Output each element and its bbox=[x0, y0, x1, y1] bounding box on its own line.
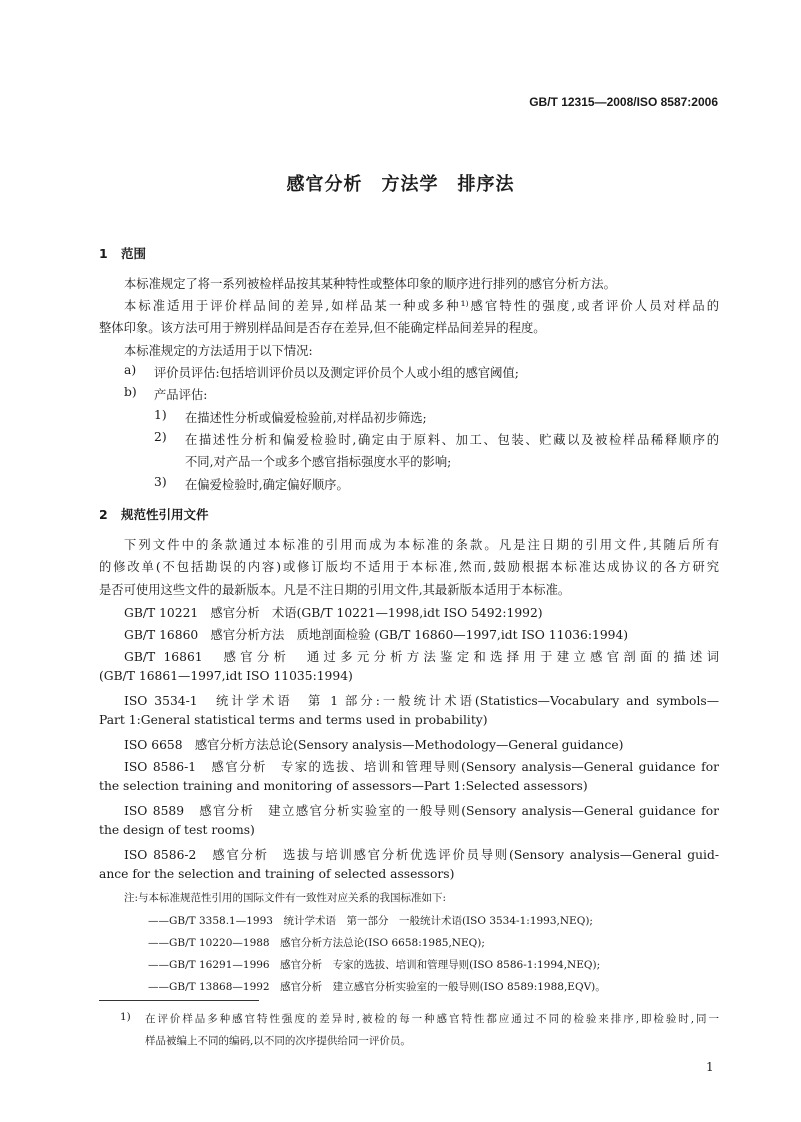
reference-entry: GB/T 16860 感官分析方法 质地剖面检验 (GB/T 16860—1997,idt ISO 11036:1994) bbox=[124, 628, 629, 642]
sublist-item-3: 在偏爱检验时,确定偏好顺序。 bbox=[185, 478, 349, 492]
section-2-heading bbox=[99, 505, 209, 523]
section-2-number: 2 bbox=[99, 507, 108, 522]
paragraph-line: 本标准适用于评价样品间的差异,如样品某一种或多种¹⁾感官特性的强度,或者评价人员对样品的 bbox=[124, 299, 719, 313]
sublist-marker-2: 2) bbox=[154, 430, 167, 444]
reference-entry: ISO 8589 感官分析 建立感官分析实验室的一般导则(Sensory analysis—General guidance for bbox=[124, 804, 719, 818]
page-number: 1 bbox=[706, 1060, 714, 1074]
section-1-heading bbox=[99, 244, 146, 262]
reference-entry: ISO 8586-1 感官分析 专家的选拔、培训和管理导则(Sensory analysis—General guidance for bbox=[124, 760, 719, 774]
sublist-marker-1: 1) bbox=[154, 408, 167, 422]
note bbox=[124, 890, 446, 905]
sublist-marker-3: 3) bbox=[154, 475, 167, 489]
section-1-title: 范围 bbox=[121, 246, 147, 261]
paragraph-line: 本标准规定了将一系列被检样品按其某种特性或整体印象的顺序进行排列的感官分析方法。 bbox=[124, 277, 616, 291]
reference-entry-continued: (GB/T 16861—1997,idt ISO 11035:1994) bbox=[99, 669, 353, 683]
paragraph-line: 本标准规定的方法适用于以下情况: bbox=[124, 344, 313, 358]
reference-entry: ISO 6658 感官分析方法总论(Sensory analysis—Methodology—General guidance) bbox=[124, 738, 624, 752]
note-item: ——GB/T 10220—1988 感官分析方法总论(ISO 6658:1985,NEQ); bbox=[148, 937, 485, 949]
note-item: ——GB/T 13868—1992 感官分析 建立感官分析实验室的一般导则(ISO 8589:1988,EQV)。 bbox=[148, 981, 606, 993]
reference-entry: ISO 8586-2 感官分析 选拔与培训感官分析优选评价员导则(Sensory analysis—General guid- bbox=[124, 848, 719, 862]
sublist-item-2-line-2: 不同,对产品一个或多个感官指标强度水平的影响; bbox=[185, 455, 452, 469]
note-text: 与本标准规范性引用的国际文件有一致性对应关系的我国标准如下: bbox=[138, 892, 447, 904]
reference-entry: ISO 3534-1 统计学术语 第 1 部分:一般统计术语(Statistics—Vocabulary and symbols— bbox=[124, 694, 719, 708]
paragraph-line: 整体印象。该方法可用于辨别样品间是否存在差异,但不能确定样品间差异的程度。 bbox=[99, 321, 546, 335]
reference-entry: GB/T 10221 感官分析 术语(GB/T 10221—1998,idt ISO 5492:1992) bbox=[124, 606, 543, 620]
section-2-title: 规范性引用文件 bbox=[121, 507, 209, 522]
reference-entry-continued: the design of test rooms) bbox=[99, 823, 255, 837]
sublist-item-1: 在描述性分析或偏爱检验前,对样品初步筛选; bbox=[185, 411, 427, 425]
sublist-item-2-line-1: 在描述性分析和偏爱检验时,确定由于原料、加工、包装、贮藏以及被检样品稀释顺序的 bbox=[185, 433, 719, 447]
reference-entry-continued: Part 1:General statistical terms and terms used in probability) bbox=[99, 713, 488, 727]
list-marker-b: b) bbox=[124, 385, 137, 399]
reference-entry-continued: ance for the selection and training of selected assessors) bbox=[99, 867, 455, 881]
note-item: ——GB/T 16291—1996 感官分析 专家的选拔、培训和管理导则(ISO 8586-1:1994,NEQ); bbox=[148, 959, 601, 971]
list-item-b: 产品评估: bbox=[154, 388, 208, 402]
reference-entry: GB/T 16861 感官分析 通过多元分析方法鉴定和选择用于建立感官剖面的描述词 bbox=[124, 650, 719, 664]
footnote-marker: 1) bbox=[120, 1011, 131, 1023]
footnote-divider bbox=[99, 1000, 259, 1001]
reference-entry-continued: the selection training and monitoring of assessors—Part 1:Selected assessors) bbox=[99, 779, 588, 793]
footnote-line-1: 在评价样品多种感官特性强度的差异时,被检的每一种感官特性都应通过不同的检验来排序,即检验时,同一 bbox=[145, 1013, 719, 1025]
page-title: 感官分析 方法学 排序法 bbox=[286, 174, 515, 195]
note-item: ——GB/T 3358.1—1993 统计学术语 第一部分 一般统计术语(ISO 3534-1:1993,NEQ); bbox=[148, 915, 593, 927]
list-item-a: 评价员评估:包括培训评价员以及测定评价员个人或小组的感官阈值; bbox=[154, 366, 519, 380]
paragraph-line: 下列文件中的条款通过本标准的引用而成为本标准的条款。凡是注日期的引用文件,其随后所有 bbox=[124, 538, 719, 552]
paragraph-line: 的修改单(不包括勘误的内容)或修订版均不适用于本标准,然而,鼓励根据本标准达成协议的各方研究 bbox=[99, 560, 719, 574]
section-1-number: 1 bbox=[99, 246, 108, 261]
footnote-line-2: 样品被编上不同的编码,以不同的次序提供给同一评价员。 bbox=[145, 1035, 411, 1047]
paragraph-line: 是否可使用这些文件的最新版本。凡是不注日期的引用文件,其最新版本适用于本标准。 bbox=[99, 583, 571, 597]
standard-code: GB/T 12315—2008/ISO 8587:2006 bbox=[529, 95, 718, 109]
note-label: 注: bbox=[124, 892, 139, 904]
list-marker-a: a) bbox=[124, 363, 137, 377]
